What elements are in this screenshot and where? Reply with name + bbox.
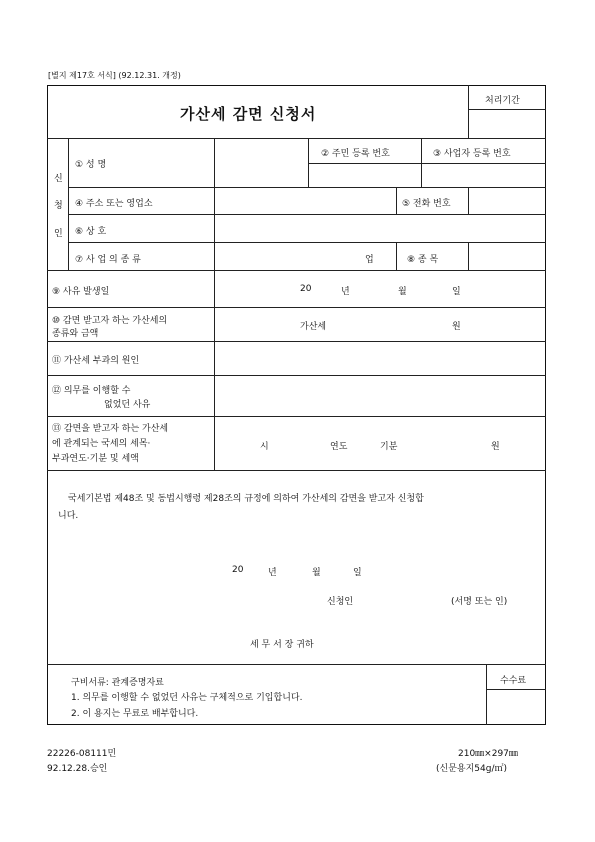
required-documents: 구비서류: 관계증명자료: [71, 678, 164, 688]
declaration-text-1: 국세기본법 제48조 및 동법시행령 제28조의 규정에 의하여 가산세의 감면을 받고자 신청합: [68, 494, 424, 504]
divider: [47, 270, 546, 271]
divider: [68, 138, 69, 270]
name-field[interactable]: [216, 143, 306, 185]
declaration-month: 월: [312, 568, 321, 578]
applicant-signature-label: 신청인: [327, 597, 354, 607]
divider: [396, 242, 397, 270]
penalty-type-label-1: ⑩ 감면 받고자 하는 가산세의: [52, 316, 168, 326]
unable-reason-field[interactable]: [216, 377, 544, 414]
paper-size: 210㎜×297㎜: [458, 749, 518, 759]
tax-detail-period: 기분: [380, 442, 398, 452]
applicant-group-label-3: 인: [54, 229, 63, 239]
divider: [308, 138, 309, 187]
occurrence-year: 년: [341, 287, 350, 297]
unable-reason-label-1: ⑫ 의무를 이행할 수: [52, 386, 131, 396]
address-label: ④ 주소 또는 영업소: [75, 199, 153, 209]
tax-detail-amount-unit: 원: [491, 442, 500, 452]
business-no-label: ③ 사업자 등록 번호: [433, 149, 511, 159]
penalty-cause-field[interactable]: [216, 343, 544, 373]
divider: [47, 664, 546, 665]
declaration-year-prefix: 20: [232, 565, 244, 575]
divider: [396, 187, 397, 214]
trade-name-field[interactable]: [216, 216, 544, 240]
declaration-day: 일: [353, 568, 362, 578]
trade-name-label: ⑥ 상 호: [75, 227, 107, 237]
divider: [68, 187, 546, 188]
fee-label: 수수료: [500, 676, 527, 686]
phone-field[interactable]: [470, 189, 544, 212]
penalty-cause-label: ⑪ 가산세 부과의 원인: [52, 356, 140, 366]
tax-detail-year-prefix: 시: [260, 442, 269, 452]
resident-no-field[interactable]: [310, 165, 420, 185]
divider: [421, 138, 422, 187]
approval-date: 92.12.28.승인: [47, 764, 108, 774]
penalty-amount-unit: 원: [452, 322, 461, 332]
divider: [308, 163, 546, 164]
address-field[interactable]: [216, 189, 394, 212]
divider: [47, 307, 546, 308]
divider: [47, 375, 546, 376]
signature-note: (서명 또는 인): [451, 597, 508, 607]
unable-reason-label-2: 없었던 사유: [104, 400, 151, 410]
divider: [47, 470, 546, 471]
applicant-group-label-2: 청: [54, 201, 63, 211]
divider: [468, 187, 469, 214]
name-label: ① 성 명: [75, 160, 107, 170]
declaration-text-2: 니다.: [58, 511, 79, 521]
page-title: 가산세 감면 신청서: [180, 105, 317, 123]
tax-detail-label-2: 에 관계되는 국세의 세목·: [52, 439, 151, 449]
resident-no-label: ② 주민 등록 번호: [321, 149, 390, 159]
processing-period-label: 처리기간: [485, 96, 520, 106]
tax-detail-year: 연도: [330, 442, 348, 452]
divider: [68, 242, 546, 243]
occurrence-date-label: ⑨ 사유 발생일: [52, 287, 110, 297]
divider: [68, 214, 546, 215]
note-1: 1. 의무를 이행할 수 없었던 사유는 구체적으로 기입합니다.: [71, 693, 303, 703]
business-no-field[interactable]: [423, 165, 544, 185]
applicant-group-label-1: 신: [54, 174, 63, 184]
form-reference: [별지 제17호 서식] (92.12.31. 개정): [48, 71, 181, 80]
business-type-label: ⑦ 사 업 의 종 류: [75, 255, 141, 265]
divider: [47, 341, 546, 342]
tax-detail-label-3: 부과연도·기분 및 세액: [52, 454, 139, 464]
paper-type: (신문용지54g/㎡): [436, 764, 507, 774]
divider: [214, 138, 215, 470]
addressee: 세 무 서 장 귀하: [250, 640, 314, 650]
divider: [486, 689, 546, 690]
occurrence-month: 월: [398, 287, 407, 297]
penalty-type-value: 가산세: [300, 322, 327, 332]
business-type-suffix: 업: [365, 255, 374, 265]
penalty-type-label-2: 종류와 금액: [52, 329, 99, 339]
phone-label: ⑤ 전화 번호: [402, 199, 451, 209]
divider: [468, 242, 469, 270]
divider: [47, 416, 546, 417]
divider: [47, 138, 546, 139]
note-2: 2. 이 용지는 무료로 배부합니다.: [71, 709, 199, 719]
divider: [486, 664, 487, 725]
divider: [468, 85, 469, 138]
occurrence-day: 일: [452, 287, 461, 297]
form-code: 22226-08111민: [47, 749, 117, 759]
declaration-year: 년: [268, 568, 277, 578]
divider: [468, 109, 546, 110]
tax-detail-label-1: ⑬ 감면을 받고자 하는 가산세: [52, 424, 169, 434]
item-label: ⑧ 종 목: [407, 255, 439, 265]
occurrence-year-prefix: 20: [300, 284, 312, 294]
